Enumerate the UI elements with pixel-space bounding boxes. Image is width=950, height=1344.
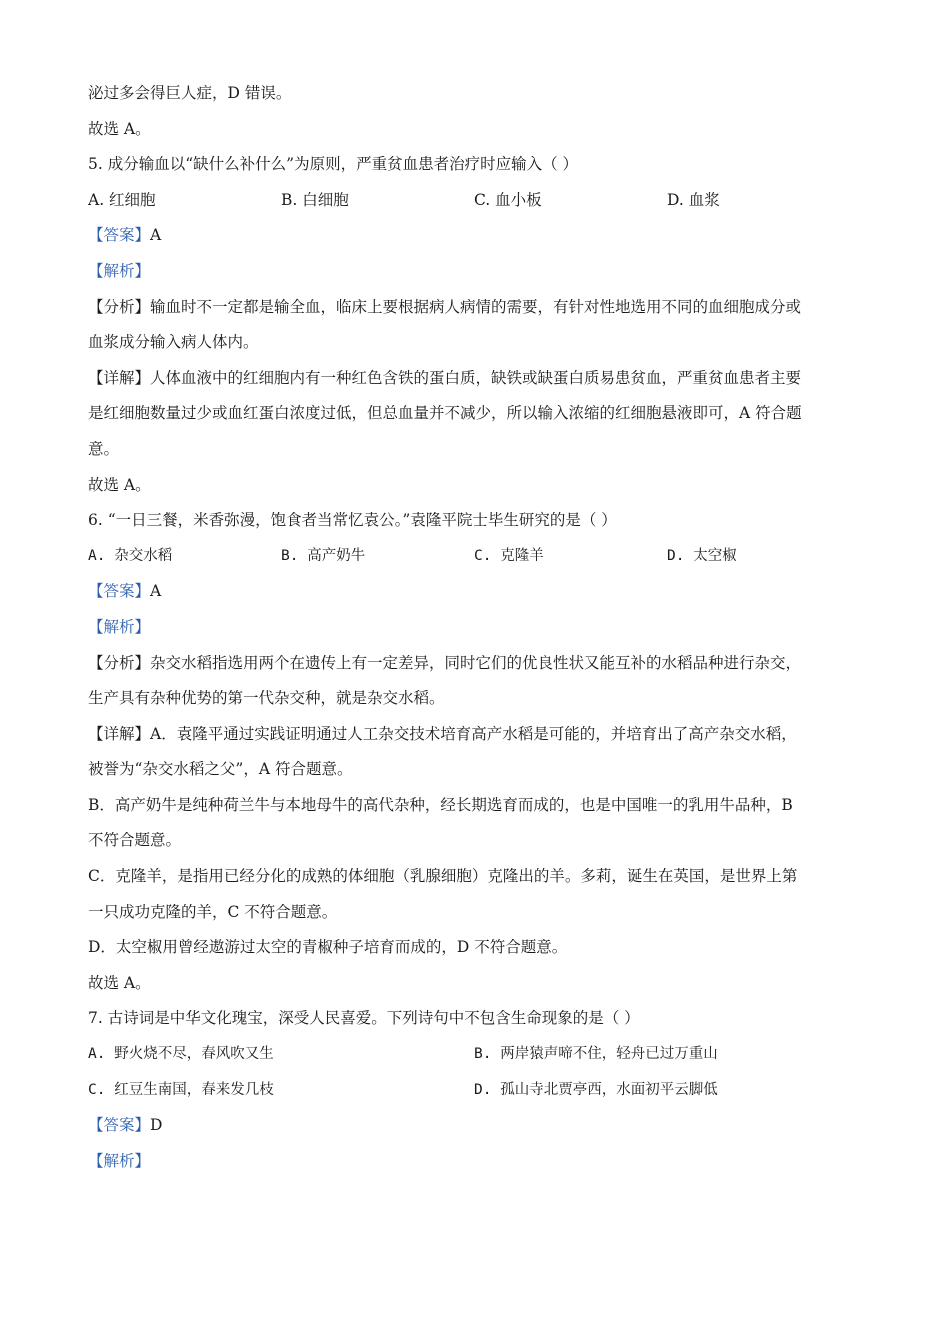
fenxi-tag: 【分析】 bbox=[88, 297, 151, 316]
option-d: D. 血浆 bbox=[667, 190, 720, 209]
fenxi-text: 输血时不一定都是输全血，临床上要根据病人病情的需要，有针对性地选用不同的血细胞成分或 bbox=[150, 297, 802, 316]
question-6-stem: 6. “一日三餐，米香弥漫，饱食者当常忆袁公。”袁隆平院士毕生研究的是（ ） bbox=[88, 511, 617, 530]
option-d: D. 孤山寺北贾亭西，水面初平云脚低 bbox=[474, 1081, 718, 1098]
option-d: D. 太空椒 bbox=[667, 547, 737, 564]
answer-value: A bbox=[150, 582, 162, 601]
option-c: C. 血小板 bbox=[474, 190, 542, 209]
answer-line bbox=[88, 1108, 860, 1144]
analysis-tag: 【解析】 bbox=[88, 1151, 151, 1170]
conclusion: 故选 A。 bbox=[88, 973, 151, 992]
text-line: 被誉为“杂交水稻之父”，A 符合题意。 bbox=[88, 760, 353, 779]
question-7-stem: 7. 古诗词是中华文化瑰宝，深受人民喜爱。下列诗句中不包含生命现象的是（ ） bbox=[88, 1009, 640, 1028]
answer-tag: 【答案】 bbox=[88, 226, 151, 245]
question-5-stem: 5. 成分输血以“缺什么补什么”为原则，严重贫血患者治疗时应输入（ ） bbox=[88, 155, 578, 174]
fenxi-line bbox=[88, 646, 860, 682]
text-line: 是红细胞数量过少或血红蛋白浓度过低，但总血量并不减少，所以输入浓缩的红细胞悬液即可，A 符合题 bbox=[88, 404, 802, 423]
answer-line bbox=[88, 574, 860, 610]
answer-tag: 【答案】 bbox=[88, 1116, 151, 1135]
text-line: B．高产奶牛是纯种荷兰牛与本地母牛的高代杂种，经长期选育而成的，也是中国唯一的乳用牛品种，B bbox=[88, 795, 793, 814]
xiangjie-text: A．袁隆平通过实践证明通过人工杂交技术培育高产水稻是可能的，并培育出了高产杂交水稻， bbox=[150, 724, 797, 743]
question-5-options bbox=[88, 183, 860, 219]
text-line: 不符合题意。 bbox=[88, 831, 182, 850]
option-b: B. 高产奶牛 bbox=[281, 547, 366, 564]
xiangjie-tag: 【详解】 bbox=[88, 368, 151, 387]
answer-line bbox=[88, 218, 860, 254]
question-7-options-row-1 bbox=[88, 1037, 860, 1073]
answer-value: A bbox=[150, 226, 162, 245]
xiangjie-line bbox=[88, 361, 860, 397]
text-line: D．太空椒用曾经遨游过太空的青椒种子培育而成的，D 不符合题意。 bbox=[88, 938, 568, 957]
analysis-tag: 【解析】 bbox=[88, 261, 151, 280]
fenxi-line bbox=[88, 290, 860, 326]
text-line: 泌过多会得巨人症，D 错误。 bbox=[88, 84, 292, 102]
document-page bbox=[88, 76, 860, 1179]
text-line: 意。 bbox=[88, 439, 120, 458]
option-a: A. 红细胞 bbox=[88, 190, 156, 209]
option-b: B. 白细胞 bbox=[281, 190, 349, 209]
text-line: 血浆成分输入病人体内。 bbox=[88, 333, 259, 352]
option-a: A. 野火烧不尽，春风吹又生 bbox=[88, 1046, 274, 1063]
conclusion: 故选 A。 bbox=[88, 475, 151, 494]
question-6-options bbox=[88, 539, 860, 575]
text-line: 一只成功克隆的羊，C 不符合题意。 bbox=[88, 902, 338, 921]
xiangjie-tag: 【详解】 bbox=[88, 724, 151, 743]
answer-tag: 【答案】 bbox=[88, 582, 151, 601]
question-7-options-row-2 bbox=[88, 1073, 860, 1109]
text-line: C．克隆羊，是指用已经分化的成熟的体细胞（乳腺细胞）克隆出的羊。多莉，诞生在英国，是世界上第 bbox=[88, 867, 798, 886]
answer-value: D bbox=[150, 1116, 163, 1135]
text-line: 故选 A。 bbox=[88, 119, 151, 138]
analysis-tag: 【解析】 bbox=[88, 617, 151, 636]
option-b: B. 两岸猿声啼不住，轻舟已过万重山 bbox=[474, 1046, 718, 1063]
option-c: C. 红豆生南国，春来发几枝 bbox=[88, 1081, 274, 1098]
xiangjie-line bbox=[88, 717, 860, 753]
option-c: C. 克隆羊 bbox=[474, 547, 544, 564]
fenxi-text: 杂交水稻指选用两个在遗传上有一定差异，同时它们的优良性状又能互补的水稻品种进行杂交， bbox=[150, 653, 802, 672]
xiangjie-text: 人体血液中的红细胞内有一种红色含铁的蛋白质，缺铁或缺蛋白质易患贫血，严重贫血患者主要 bbox=[150, 368, 802, 387]
option-a: A. 杂交水稻 bbox=[88, 547, 173, 564]
fenxi-tag: 【分析】 bbox=[88, 653, 151, 672]
text-line: 生产具有杂种优势的第一代杂交种，就是杂交水稻。 bbox=[88, 689, 445, 708]
